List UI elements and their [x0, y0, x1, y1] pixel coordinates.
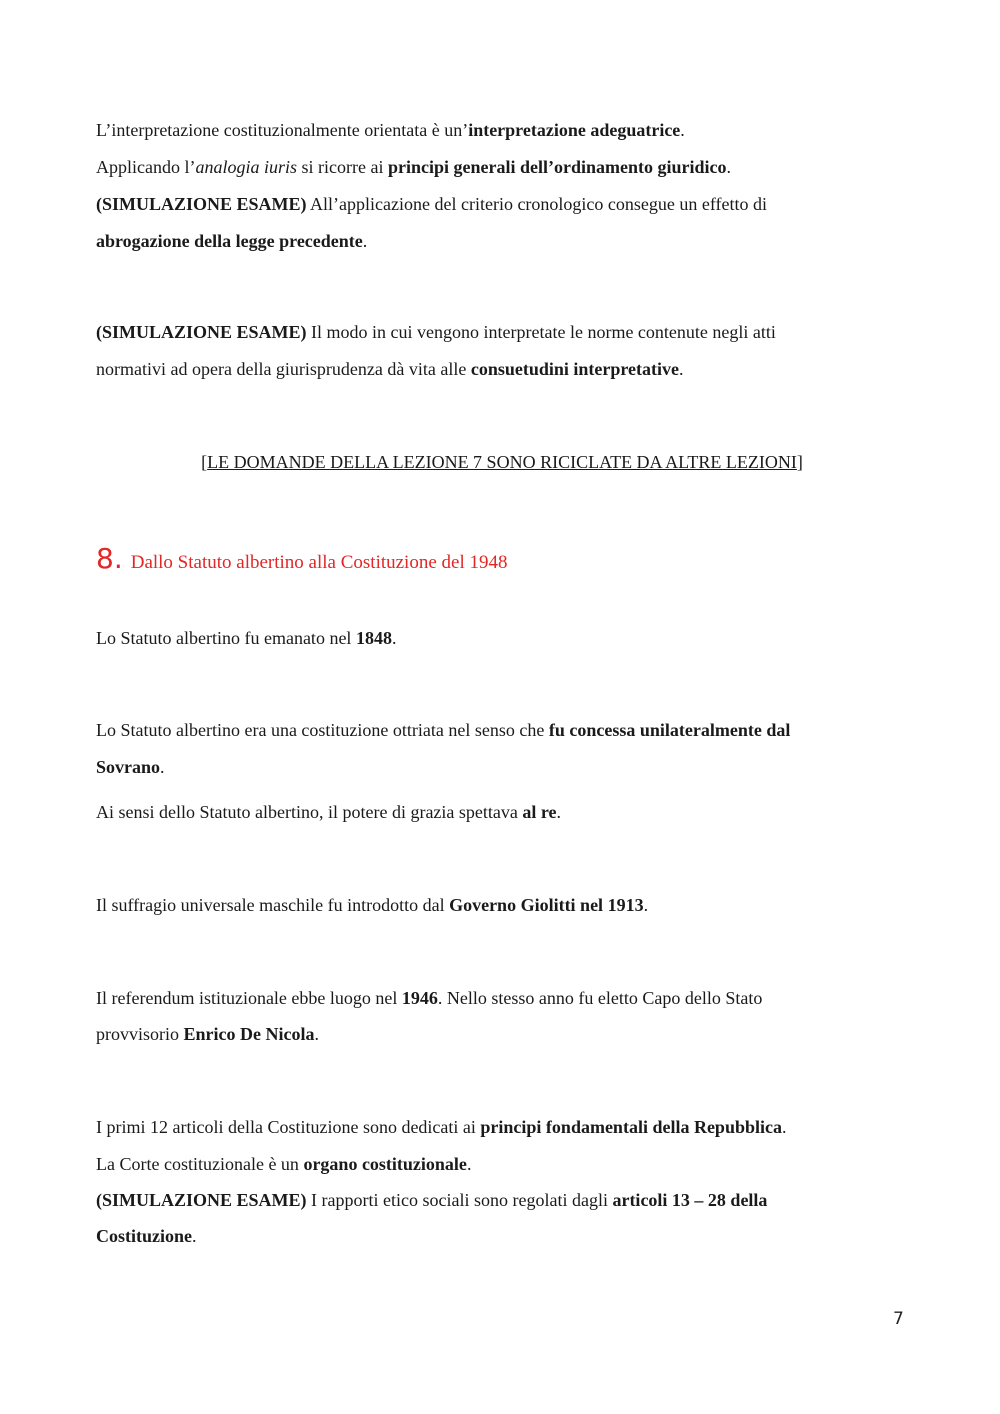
bold-term: interpretazione adeguatrice: [468, 120, 681, 140]
paragraph-suffragio: Il suffragio universale maschile fu introdotto dal Governo Giolitti nel 1913.: [96, 895, 649, 915]
paragraph-analogia-iuris: Applicando l’analogia iuris si ricorre ai principi generali dell’ordinamento giuridico.: [96, 157, 731, 177]
exam-label: (SIMULAZIONE ESAME): [96, 322, 307, 342]
paragraph-potere-grazia: Ai sensi dello Statuto albertino, il potere di grazia spettava al re.: [96, 802, 562, 822]
bold-term: abrogazione della legge precedente: [96, 231, 363, 251]
paragraph-costituzione-ottriata: Lo Statuto albertino era una costituzione ottriata nel senso che fu concessa unilateralmente dal: [96, 720, 791, 740]
bold-term: 1946: [401, 988, 438, 1008]
section-heading: [96, 542, 507, 575]
paragraph-rapporti-etico-sociali: (SIMULAZIONE ESAME) I rapporti etico sociali sono regolati dagli articoli 13 – 28 della: [96, 1190, 768, 1210]
paragraph-referendum-cont: provvisorio Enrico De Nicola.: [96, 1024, 319, 1044]
paragraph-criterio-cronologico-cont: abrogazione della legge precedente.: [96, 231, 368, 251]
note-text: LE DOMANDE DELLA LEZIONE 7 SONO RICICLATE DA ALTRE LEZIONI: [207, 452, 797, 472]
paragraph-principi-fondamentali: I primi 12 articoli della Costituzione sono dedicati ai principi fondamentali della Repubblica.: [96, 1117, 787, 1137]
bold-term: principi generali dell’ordinamento giuridico: [387, 157, 727, 177]
paragraph-statuto-emanato: Lo Statuto albertino fu emanato nel 1848.: [96, 628, 397, 648]
bold-term: Sovrano: [96, 757, 161, 777]
bold-term: organo costituzionale: [303, 1154, 467, 1174]
bold-term: principi fondamentali della Repubblica: [480, 1117, 782, 1137]
italic-term: analogia iuris: [195, 157, 297, 177]
bold-term: 1848: [355, 628, 392, 648]
bold-term: consuetudini interpretative: [470, 359, 680, 379]
paragraph-consuetudini: (SIMULAZIONE ESAME) Il modo in cui vengono interpretate le norme contenute negli atti: [96, 322, 776, 342]
paragraph-referendum: Il referendum istituzionale ebbe luogo nel 1946. Nello stesso anno fu eletto Capo dello Stato: [96, 988, 763, 1008]
bold-term: Enrico De Nicola: [183, 1024, 315, 1044]
paragraph-consuetudini-cont: normativi ad opera della giurisprudenza dà vita alle consuetudini interpretative.: [96, 359, 684, 379]
recycled-questions-note: [LE DOMANDE DELLA LEZIONE 7 SONO RICICLATE DA ALTRE LEZIONI]: [201, 452, 803, 472]
exam-label: (SIMULAZIONE ESAME): [96, 1190, 307, 1210]
section-number: 8.: [96, 542, 123, 575]
bold-term: Governo Giolitti nel 1913: [449, 895, 644, 915]
bold-term: Costituzione: [96, 1226, 192, 1246]
paragraph-interpretazione-adeguatrice: L’interpretazione costituzionalmente orientata è un’interpretazione adeguatrice.: [96, 120, 685, 140]
paragraph-costituzione-ottriata-cont: Sovrano.: [96, 757, 165, 777]
bold-term: al re: [522, 802, 557, 822]
paragraph-corte-costituzionale: La Corte costituzionale è un organo costituzionale.: [96, 1154, 472, 1174]
bold-term: fu concessa unilateralmente dal: [548, 720, 791, 740]
exam-label: (SIMULAZIONE ESAME): [96, 194, 307, 214]
page-number: 7: [893, 1309, 904, 1329]
paragraph-rapporti-etico-sociali-cont: Costituzione.: [96, 1226, 197, 1246]
bold-term: articoli 13 – 28 della: [612, 1190, 768, 1210]
section-title: Dallo Statuto albertino alla Costituzione del 1948: [130, 552, 508, 573]
paragraph-criterio-cronologico: (SIMULAZIONE ESAME) All’applicazione del criterio cronologico consegue un effetto di: [96, 194, 768, 214]
